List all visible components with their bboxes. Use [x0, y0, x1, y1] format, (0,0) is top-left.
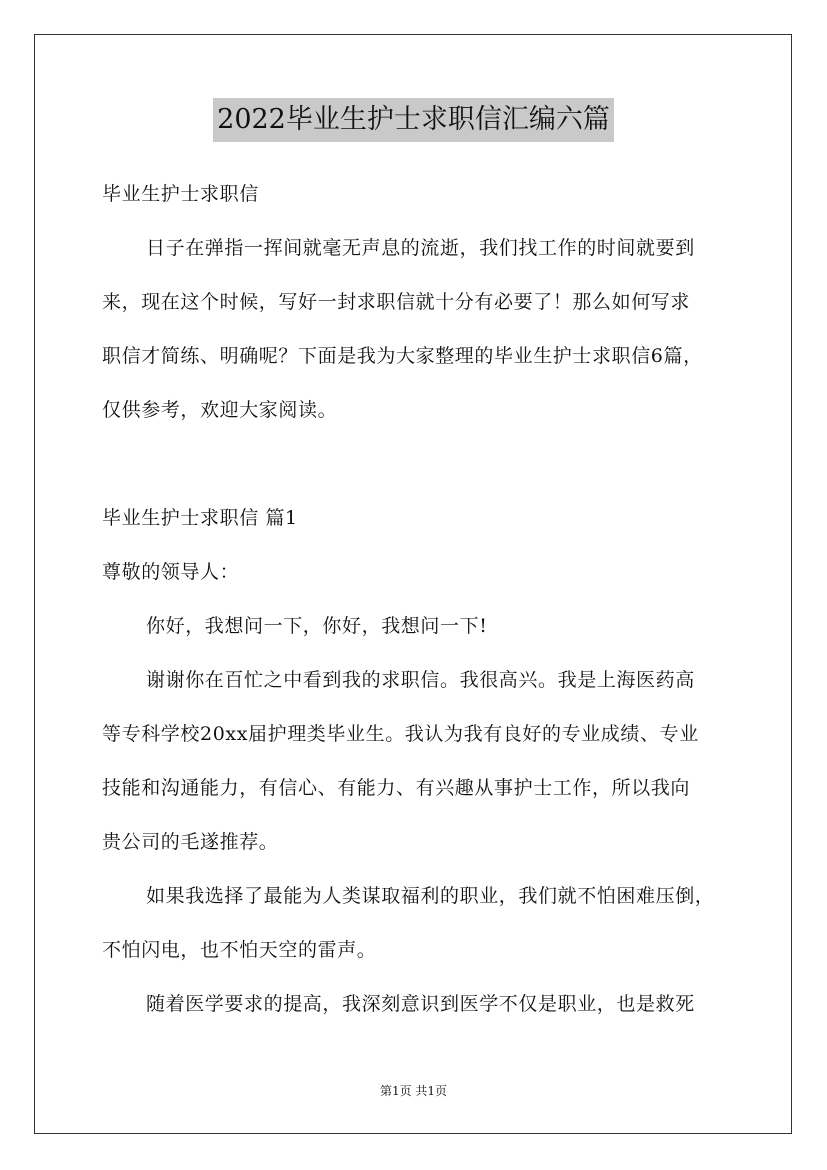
paragraph-line: 如果我选择了最能为人类谋取福利的职业，我们就不怕困难压倒， [146, 885, 715, 907]
paragraph-line: 随着医学要求的提高，我深刻意识到医学不仅是职业，也是救死 [146, 993, 695, 1015]
paragraph-line: 技能和沟通能力，有信心、有能力、有兴趣从事护士工作，所以我向 [102, 777, 691, 799]
section-heading: 毕业生护士求职信 [102, 183, 259, 205]
paragraph-line: 职信才简练、明确呢？下面是我为大家整理的毕业生护士求职信6篇， [102, 345, 703, 367]
paragraph-line: 贵公司的毛遂推荐。 [102, 831, 279, 853]
paragraph-line: 日子在弹指一挥间就毫无声息的流逝，我们找工作的时间就要到 [146, 237, 695, 259]
paragraph-line: 仅供参考，欢迎大家阅读。 [102, 399, 338, 421]
paragraph-line: 来，现在这个时候，写好一封求职信就十分有必要了！那么如何写求 [102, 291, 691, 313]
paragraph-line: 你好，我想问一下，你好，我想问一下! [146, 615, 488, 637]
page-footer: 第1页 共1页 [379, 1084, 448, 1098]
salutation: 尊敬的领导人： [102, 561, 240, 583]
paragraph-line: 不怕闪电，也不怕天空的雷声。 [102, 939, 377, 961]
section-heading: 毕业生护士求职信 篇1 [102, 507, 298, 529]
paragraph-line: 等专科学校20xx届护理类毕业生。我认为我有良好的专业成绩、专业 [102, 723, 699, 745]
title-container [0, 98, 827, 142]
document-title: 2022毕业生护士求职信汇编六篇 [213, 98, 614, 142]
paragraph-line: 谢谢你在百忙之中看到我的求职信。我很高兴。我是上海医药高 [146, 669, 695, 691]
